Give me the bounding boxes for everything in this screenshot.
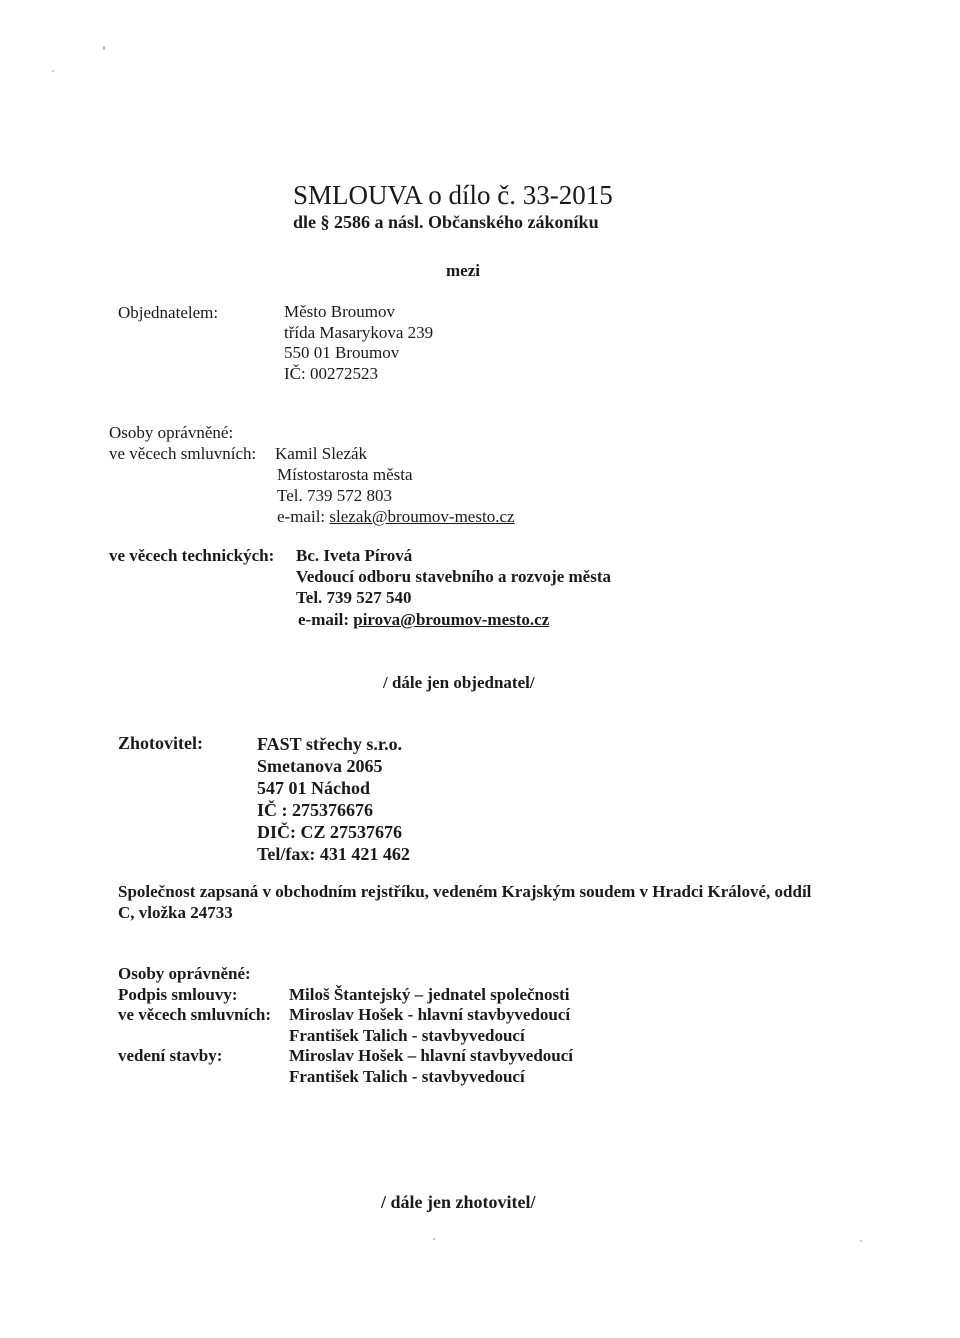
- scan-speck: [52, 70, 54, 72]
- email-label: e-mail:: [277, 507, 326, 526]
- client-contract-tel: Tel. 739 572 803: [277, 486, 392, 505]
- contractor-construction-person-1: Miroslav Hošek – hlavní stavbyvedoucí: [289, 1046, 573, 1065]
- contractor-authorized-labels: [118, 964, 271, 1067]
- scan-speck: [433, 1238, 435, 1240]
- contractor-contract-person-1: Miroslav Hošek - hlavní stavbyvedoucí: [289, 1005, 571, 1024]
- client-contract-role: Místostarosta města: [277, 465, 413, 484]
- contractor-street: Smetanova 2065: [257, 756, 383, 776]
- contractor-label: Zhotovitel:: [118, 733, 203, 753]
- contractor-contract-person-2: František Talich - stavbyvedoucí: [289, 1025, 525, 1045]
- client-technical-tel: Tel. 739 527 540: [296, 588, 412, 607]
- contractor-authorized-persons: [289, 985, 573, 1088]
- contractor-registry-line-1: Společnost zapsaná v obchodním rejstříku, vedeném Krajským soudem v Hradci Králové, oddíl: [118, 882, 812, 901]
- client-name: Město Broumov: [284, 302, 395, 321]
- contractor-registry-line-2: C, vložka 24733: [118, 903, 233, 922]
- client-city: 550 01 Broumov: [284, 343, 400, 362]
- client-technical-email-row: [298, 610, 549, 630]
- client-technical-email-link[interactable]: pirova@broumov-mesto.cz: [353, 610, 550, 629]
- contractor-ico: IČ : 275376676: [257, 800, 373, 820]
- contractor-construction-person-2: František Talich - stavbyvedoucí: [289, 1066, 525, 1086]
- contractor-signing-label: Podpis smlouvy:: [118, 984, 238, 1004]
- contract-title: SMLOUVA o dílo č. 33-2015: [293, 180, 613, 210]
- contractor-contract-label: ve věcech smluvních:: [118, 1005, 271, 1024]
- contractor-name: FAST střechy s.r.o.: [257, 734, 403, 754]
- contractor-construction-label: vedení stavby:: [118, 1046, 223, 1065]
- client-contract-matters-label: ve věcech smluvních:: [109, 444, 257, 463]
- contract-subtitle: dle § 2586 a násl. Občanského zákoníku: [293, 212, 599, 232]
- client-technical-person: Bc. Iveta Pírová: [296, 546, 413, 565]
- scan-speck: [860, 1240, 862, 1242]
- client-technical-role: Vedoucí odboru stavebního a rozvoje města: [296, 567, 611, 586]
- contractor-address: [257, 733, 410, 865]
- client-label: Objednatelem:: [118, 303, 219, 322]
- contractor-signing-person: Miloš Štantejský – jednatel společnosti: [289, 984, 570, 1004]
- client-contract-person: Kamil Slezák: [275, 444, 368, 463]
- client-hereinafter: / dále jen objednatel/: [383, 673, 535, 692]
- client-authorized-label: Osoby oprávněné:: [109, 423, 234, 442]
- email-label: e-mail:: [298, 610, 349, 629]
- contractor-hereinafter: / dále jen zhotovitel/: [381, 1192, 536, 1212]
- client-street: třída Masarykova 239: [284, 322, 434, 342]
- client-ico: IČ: 00272523: [284, 363, 378, 383]
- between-label: mezi: [446, 261, 480, 280]
- client-contract-email-link[interactable]: slezak@broumov-mesto.cz: [329, 507, 515, 526]
- client-contract-email-row: [277, 507, 515, 527]
- scan-speck: [103, 46, 105, 50]
- contractor-dic: DIČ: CZ 27537676: [257, 822, 403, 842]
- contractor-authorized-label: Osoby oprávněné:: [118, 964, 251, 983]
- client-address: [284, 302, 433, 384]
- client-technical-matters-label: ve věcech technických:: [109, 546, 275, 565]
- contractor-city: 547 01 Náchod: [257, 778, 371, 798]
- contractor-telfax: Tel/fax: 431 421 462: [257, 844, 410, 864]
